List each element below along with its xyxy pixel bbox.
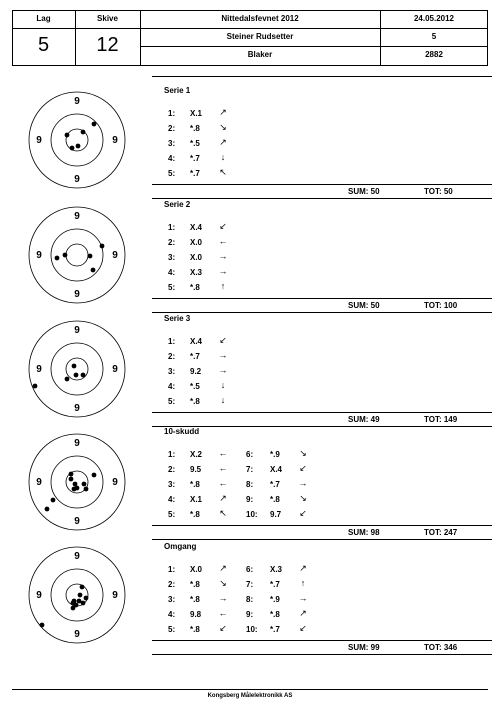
series-title: Omgang bbox=[164, 542, 197, 551]
shot-number: 2: bbox=[168, 465, 176, 474]
shot-number: 9: bbox=[246, 495, 254, 504]
series-sum: SUM: 50 bbox=[348, 187, 380, 196]
shot-direction-icon: ↘ bbox=[219, 122, 227, 132]
shot-hole bbox=[65, 133, 70, 138]
shot-hole bbox=[51, 498, 56, 503]
target-omgang bbox=[27, 545, 127, 645]
shot-number: 4: bbox=[168, 154, 176, 163]
shot-direction-icon: ↗ bbox=[219, 493, 227, 503]
series-block-5 bbox=[152, 542, 492, 652]
target-ring-label: 9 bbox=[74, 403, 80, 414]
shot-direction-icon: ↖ bbox=[219, 508, 227, 518]
shot-number: 5: bbox=[168, 169, 176, 178]
event-date: 24.05.2012 bbox=[413, 14, 455, 23]
shot-direction-icon: ↘ bbox=[299, 448, 307, 458]
shot-value: *.8 bbox=[190, 397, 200, 406]
shot-direction-icon: ↑ bbox=[300, 578, 306, 588]
shot-hole bbox=[92, 473, 97, 478]
shot-number: 2: bbox=[168, 238, 176, 247]
shot-hole bbox=[84, 596, 89, 601]
lag-value: 5 bbox=[37, 34, 50, 56]
shot-value: *.8 bbox=[270, 495, 280, 504]
shot-value: 9.8 bbox=[190, 610, 202, 619]
shot-number: 3: bbox=[168, 139, 176, 148]
shot-hole bbox=[72, 487, 77, 492]
shot-value: *.8 bbox=[190, 283, 200, 292]
shot-direction-icon: ↙ bbox=[219, 335, 227, 345]
shot-direction-icon: ↙ bbox=[299, 463, 307, 473]
shot-value: *.8 bbox=[190, 480, 200, 489]
series-block-4 bbox=[152, 427, 492, 537]
shot-direction-icon: ← bbox=[218, 478, 228, 488]
shot-value: *.8 bbox=[190, 510, 200, 519]
shot-hole bbox=[45, 507, 50, 512]
shot-value: *.7 bbox=[270, 625, 280, 634]
series-sum: SUM: 98 bbox=[348, 528, 380, 537]
target-middle-ring bbox=[51, 569, 103, 621]
shot-hole bbox=[84, 487, 89, 492]
series-title: Serie 2 bbox=[164, 200, 191, 209]
shot-value: X.1 bbox=[190, 495, 203, 504]
shot-value: *.8 bbox=[190, 124, 200, 133]
shot-number: 4: bbox=[168, 495, 176, 504]
shot-value: X.4 bbox=[270, 465, 283, 474]
shot-hole bbox=[72, 364, 77, 369]
series-bottom-line bbox=[152, 539, 492, 540]
shot-value: *.7 bbox=[270, 480, 280, 489]
sum-line bbox=[152, 298, 492, 299]
shot-hole bbox=[76, 144, 81, 149]
lag-label: Lag bbox=[36, 14, 51, 23]
shot-direction-icon: → bbox=[218, 365, 228, 375]
sum-line bbox=[152, 184, 492, 185]
shot-number: 5: bbox=[168, 625, 176, 634]
shot-value: *.7 bbox=[190, 352, 200, 361]
shot-direction-icon: ↗ bbox=[299, 563, 307, 573]
shot-direction-icon: ← bbox=[218, 608, 228, 618]
shot-value: X.4 bbox=[190, 223, 203, 232]
shot-hole bbox=[69, 477, 74, 482]
shot-number: 3: bbox=[168, 480, 176, 489]
shot-direction-icon: ↙ bbox=[299, 623, 307, 633]
shot-direction-icon: ↓ bbox=[220, 395, 226, 405]
skive-value: 12 bbox=[96, 34, 119, 56]
sum-line bbox=[152, 640, 492, 641]
target-ring-label: 9 bbox=[74, 325, 80, 336]
shot-value: X.2 bbox=[190, 450, 203, 459]
target-ring-label: 9 bbox=[112, 590, 118, 601]
target-ring-label: 9 bbox=[36, 250, 42, 261]
target-ring-label: 9 bbox=[112, 250, 118, 261]
shot-value: X.0 bbox=[190, 238, 203, 247]
shot-number: 7: bbox=[246, 465, 254, 474]
shot-number: 5: bbox=[168, 283, 176, 292]
shot-value: *.9 bbox=[270, 595, 280, 604]
shot-hole bbox=[72, 599, 77, 604]
shot-number: 10: bbox=[246, 625, 258, 634]
shot-hole bbox=[78, 593, 83, 598]
shot-direction-icon: ← bbox=[218, 448, 228, 458]
sum-line bbox=[152, 412, 492, 413]
target-ring-label: 9 bbox=[74, 174, 80, 185]
target-ring-label: 9 bbox=[36, 364, 42, 375]
shot-hole bbox=[82, 482, 87, 487]
shot-number: 3: bbox=[168, 595, 176, 604]
series-block-1 bbox=[152, 86, 492, 196]
series-title: Serie 3 bbox=[164, 314, 191, 323]
shot-value: *.5 bbox=[190, 382, 200, 391]
shot-number: 3: bbox=[168, 367, 176, 376]
target-ring-label: 9 bbox=[74, 629, 80, 640]
shot-direction-icon: ↑ bbox=[220, 281, 226, 291]
target-middle-ring bbox=[51, 456, 103, 508]
series-bottom-line bbox=[152, 312, 492, 313]
shot-value: *.7 bbox=[190, 154, 200, 163]
shot-hole bbox=[70, 146, 75, 151]
shot-hole bbox=[40, 623, 45, 628]
series-title: Serie 1 bbox=[164, 86, 191, 95]
shot-hole bbox=[92, 122, 97, 127]
shot-hole bbox=[91, 268, 96, 273]
shot-direction-icon: → bbox=[218, 266, 228, 276]
shot-number: 1: bbox=[168, 565, 176, 574]
shot-direction-icon: ↙ bbox=[219, 221, 227, 231]
target-ring-label: 9 bbox=[36, 135, 42, 146]
target-ring-label: 9 bbox=[74, 551, 80, 562]
divider bbox=[140, 28, 488, 29]
shot-value: *.7 bbox=[270, 580, 280, 589]
shot-direction-icon: ↘ bbox=[299, 493, 307, 503]
shot-direction-icon: ↗ bbox=[299, 608, 307, 618]
shot-direction-icon: ↗ bbox=[219, 563, 227, 573]
shot-hole bbox=[81, 373, 86, 378]
shot-number: 8: bbox=[246, 480, 254, 489]
shot-direction-icon: → bbox=[218, 593, 228, 603]
shot-hole bbox=[81, 601, 86, 606]
shot-direction-icon: → bbox=[298, 593, 308, 603]
shot-value: X.3 bbox=[190, 268, 203, 277]
target-inner-ring bbox=[66, 244, 88, 266]
shooter-class: 5 bbox=[431, 32, 437, 41]
shot-direction-icon: → bbox=[298, 478, 308, 488]
shot-value: *.8 bbox=[270, 610, 280, 619]
footer-text: Kongsberg Målelektronikk AS bbox=[207, 693, 293, 699]
shot-number: 2: bbox=[168, 580, 176, 589]
shot-direction-icon: ↘ bbox=[219, 578, 227, 588]
shot-direction-icon: ↙ bbox=[219, 623, 227, 633]
shot-value: *.8 bbox=[190, 625, 200, 634]
shot-value: X.1 bbox=[190, 109, 203, 118]
shot-number: 3: bbox=[168, 253, 176, 262]
shot-hole bbox=[73, 482, 78, 487]
skive-label: Skive bbox=[97, 14, 118, 23]
shot-direction-icon: ← bbox=[218, 463, 228, 473]
series-total: TOT: 247 bbox=[424, 528, 458, 537]
series-sum: SUM: 50 bbox=[348, 301, 380, 310]
shot-hole bbox=[69, 472, 74, 477]
shot-number: 1: bbox=[168, 450, 176, 459]
series-sum: SUM: 49 bbox=[348, 415, 380, 424]
series-total: TOT: 149 bbox=[424, 415, 458, 424]
shot-direction-icon: ↓ bbox=[220, 152, 226, 162]
shot-hole bbox=[65, 377, 70, 382]
shot-direction-icon: ↗ bbox=[219, 107, 227, 117]
shot-number: 5: bbox=[168, 397, 176, 406]
target-middle-ring bbox=[51, 229, 103, 281]
series-bottom-line bbox=[152, 198, 492, 199]
shot-hole bbox=[88, 254, 93, 259]
target-ring-label: 9 bbox=[74, 289, 80, 300]
target-ring-label: 9 bbox=[74, 438, 80, 449]
shot-number: 2: bbox=[168, 352, 176, 361]
shot-value: X.0 bbox=[190, 253, 203, 262]
target-serie-3 bbox=[27, 319, 127, 419]
target-ring-label: 9 bbox=[112, 477, 118, 488]
shot-value: X.4 bbox=[190, 337, 203, 346]
target-middle-ring bbox=[51, 343, 103, 395]
target-middle-ring bbox=[51, 114, 103, 166]
series-sum: SUM: 99 bbox=[348, 643, 380, 652]
shot-hole bbox=[74, 373, 79, 378]
target-10-skudd bbox=[27, 432, 127, 532]
shot-number: 9: bbox=[246, 610, 254, 619]
shot-value: X.0 bbox=[190, 565, 203, 574]
shot-number: 10: bbox=[246, 510, 258, 519]
shot-direction-icon: ↓ bbox=[220, 380, 226, 390]
shot-number: 6: bbox=[246, 450, 254, 459]
event-name: Nittedalsfevnet 2012 bbox=[221, 14, 299, 23]
shot-value: *.7 bbox=[190, 169, 200, 178]
shot-number: 1: bbox=[168, 109, 176, 118]
shot-number: 4: bbox=[168, 610, 176, 619]
shot-direction-icon: ↙ bbox=[299, 508, 307, 518]
target-serie-1 bbox=[27, 90, 127, 190]
shot-direction-icon: → bbox=[218, 350, 228, 360]
shooter-name: Steiner Rudsetter bbox=[226, 32, 294, 41]
sum-line bbox=[152, 525, 492, 526]
divider bbox=[140, 46, 488, 47]
shot-number: 4: bbox=[168, 382, 176, 391]
shot-number: 2: bbox=[168, 124, 176, 133]
shot-value: 9.7 bbox=[270, 510, 282, 519]
series-title: 10-skudd bbox=[164, 427, 200, 436]
shot-value: *.9 bbox=[270, 450, 280, 459]
shot-hole bbox=[81, 130, 86, 135]
shot-value: *.8 bbox=[190, 595, 200, 604]
target-serie-2 bbox=[27, 205, 127, 305]
shot-direction-icon: → bbox=[218, 251, 228, 261]
shot-value: 9.5 bbox=[190, 465, 202, 474]
shot-hole bbox=[55, 256, 60, 261]
shot-value: *.8 bbox=[190, 580, 200, 589]
footer-line bbox=[12, 689, 488, 690]
target-ring-label: 9 bbox=[74, 516, 80, 527]
shot-number: 5: bbox=[168, 510, 176, 519]
shot-number: 7: bbox=[246, 580, 254, 589]
series-block-3 bbox=[152, 314, 492, 424]
shot-number: 1: bbox=[168, 223, 176, 232]
shot-hole bbox=[63, 253, 68, 258]
shot-hole bbox=[80, 585, 85, 590]
series-total: TOT: 346 bbox=[424, 643, 458, 652]
shot-direction-icon: ↗ bbox=[219, 137, 227, 147]
shot-number: 1: bbox=[168, 337, 176, 346]
series-total: TOT: 50 bbox=[424, 187, 453, 196]
shot-direction-icon: ↖ bbox=[219, 167, 227, 177]
shot-value: X.3 bbox=[270, 565, 283, 574]
target-ring-label: 9 bbox=[112, 364, 118, 375]
target-ring-label: 9 bbox=[74, 96, 80, 107]
shot-hole bbox=[33, 384, 38, 389]
divider bbox=[12, 28, 140, 29]
shot-hole bbox=[100, 244, 105, 249]
shot-direction-icon: ← bbox=[218, 236, 228, 246]
shot-number: 6: bbox=[246, 565, 254, 574]
shot-value: *.5 bbox=[190, 139, 200, 148]
target-ring-label: 9 bbox=[36, 477, 42, 488]
target-ring-label: 9 bbox=[112, 135, 118, 146]
shot-number: 4: bbox=[168, 268, 176, 277]
target-ring-label: 9 bbox=[74, 211, 80, 222]
shooter-number: 2882 bbox=[425, 50, 443, 59]
shot-value: 9.2 bbox=[190, 367, 202, 376]
header-separator bbox=[152, 76, 492, 77]
target-ring-label: 9 bbox=[36, 590, 42, 601]
series-bottom-line bbox=[152, 654, 492, 655]
club-name: Blaker bbox=[247, 50, 273, 59]
shot-number: 8: bbox=[246, 595, 254, 604]
series-total: TOT: 100 bbox=[424, 301, 458, 310]
series-block-2 bbox=[152, 200, 492, 310]
